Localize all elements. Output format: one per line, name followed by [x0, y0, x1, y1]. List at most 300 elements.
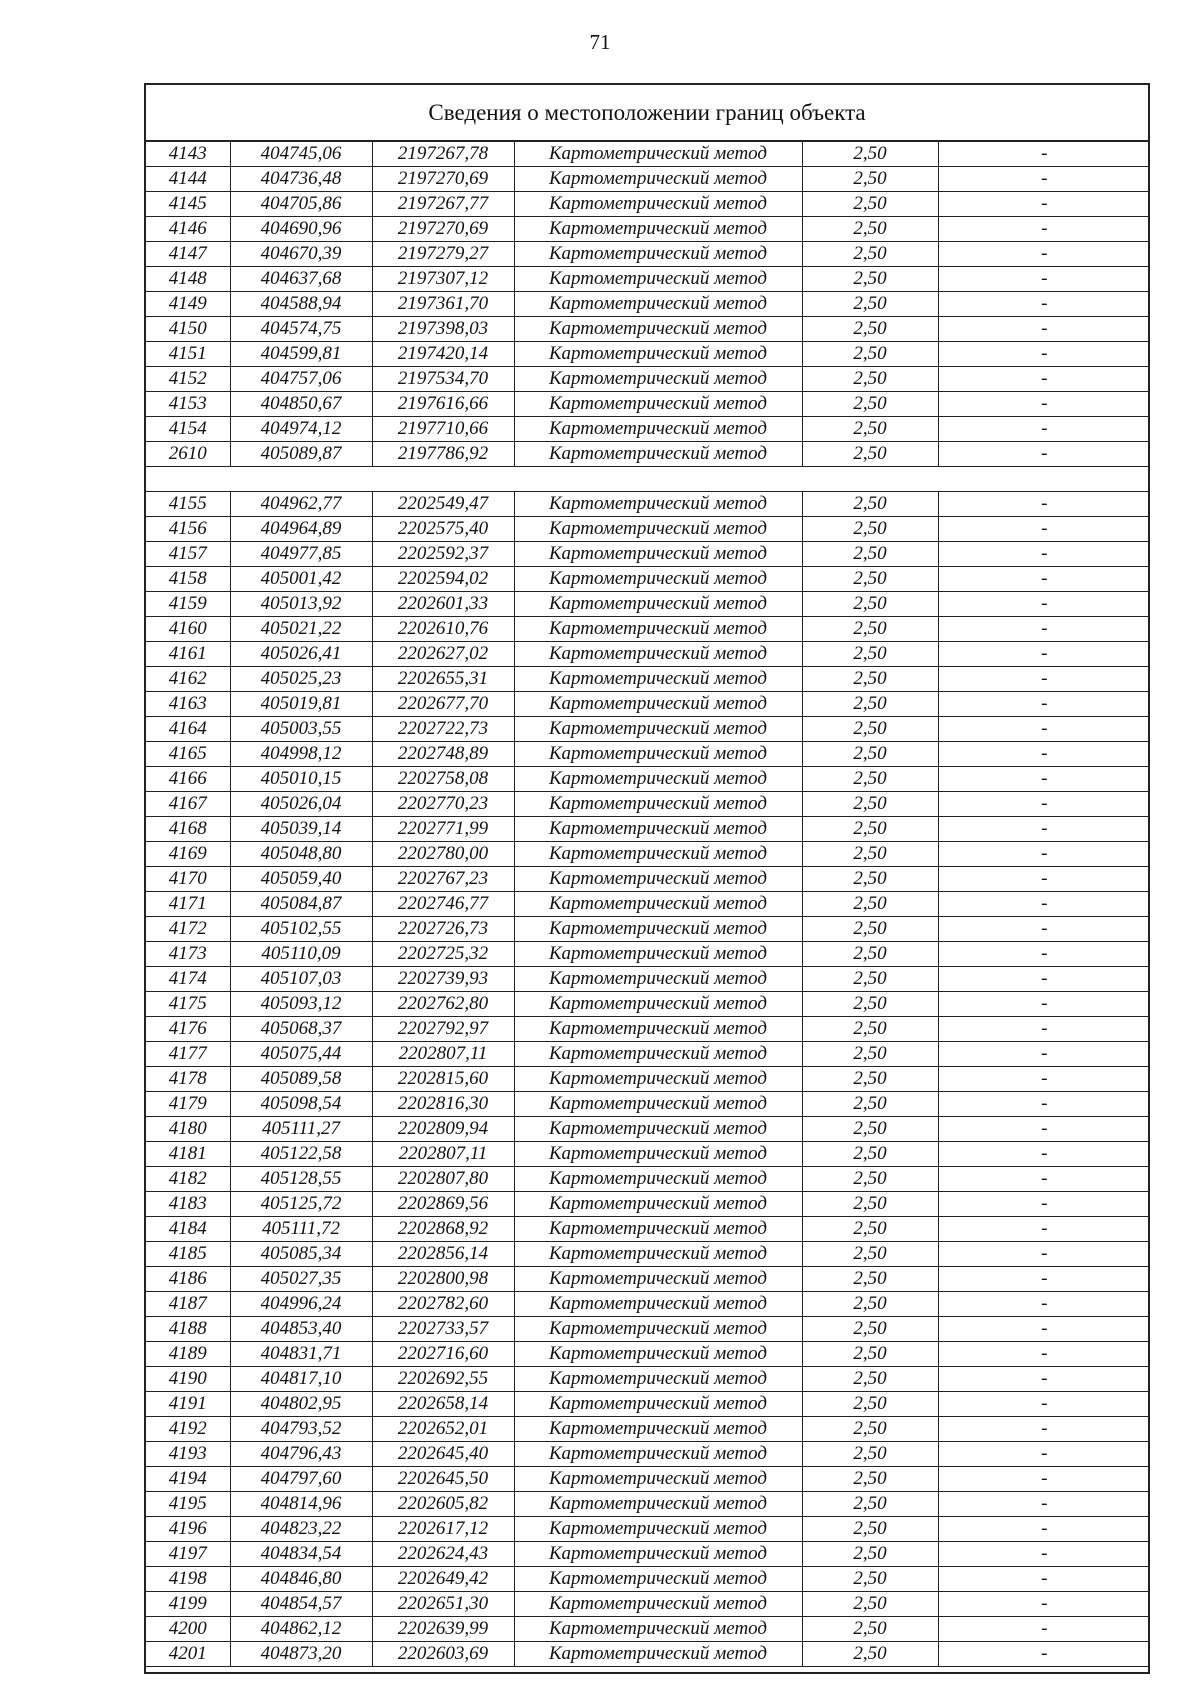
- x-coordinate-cell: 404793,52: [230, 1417, 372, 1442]
- y-coordinate-cell: 2202726,73: [372, 917, 514, 942]
- y-coordinate-cell: 2197616,66: [372, 392, 514, 417]
- point-number-cell: 4176: [146, 1017, 230, 1042]
- table-row: [146, 1242, 1150, 1267]
- method-cell: Картометрический метод: [514, 867, 802, 892]
- description-cell: -: [938, 1117, 1150, 1142]
- description-cell: -: [938, 642, 1150, 667]
- x-coordinate-cell: 404996,24: [230, 1292, 372, 1317]
- x-coordinate-cell: 405102,55: [230, 917, 372, 942]
- description-cell: -: [938, 742, 1150, 767]
- accuracy-cell: 2,50: [802, 392, 938, 417]
- method-cell: Картометрический метод: [514, 1217, 802, 1242]
- point-number-cell: 4178: [146, 1067, 230, 1092]
- method-cell: Картометрический метод: [514, 317, 802, 342]
- method-cell: Картометрический метод: [514, 817, 802, 842]
- method-cell: Картометрический метод: [514, 367, 802, 392]
- description-cell: -: [938, 1567, 1150, 1592]
- accuracy-cell: 2,50: [802, 1592, 938, 1617]
- point-number-cell: 4162: [146, 667, 230, 692]
- y-coordinate-cell: 2202645,40: [372, 1442, 514, 1467]
- method-cell: Картометрический метод: [514, 1392, 802, 1417]
- accuracy-cell: 2,50: [802, 1167, 938, 1192]
- method-cell: Картометрический метод: [514, 1642, 802, 1667]
- y-coordinate-cell: 2197710,66: [372, 417, 514, 442]
- method-cell: Картометрический метод: [514, 1417, 802, 1442]
- accuracy-cell: 2,50: [802, 1317, 938, 1342]
- description-cell: -: [938, 517, 1150, 542]
- x-coordinate-cell: 405021,22: [230, 617, 372, 642]
- y-coordinate-cell: 2202739,93: [372, 967, 514, 992]
- description-cell: -: [938, 267, 1150, 292]
- point-number-cell: 4195: [146, 1492, 230, 1517]
- method-cell: Картометрический метод: [514, 517, 802, 542]
- table-row: [146, 417, 1150, 442]
- y-coordinate-cell: 2202782,60: [372, 1292, 514, 1317]
- table-row: [146, 1642, 1150, 1667]
- coordinates-table: [146, 142, 1150, 1667]
- description-cell: -: [938, 967, 1150, 992]
- table-row: [146, 517, 1150, 542]
- point-number-cell: 4192: [146, 1417, 230, 1442]
- point-number-cell: 4189: [146, 1342, 230, 1367]
- description-cell: -: [938, 217, 1150, 242]
- point-number-cell: 4159: [146, 592, 230, 617]
- x-coordinate-cell: 404802,95: [230, 1392, 372, 1417]
- x-coordinate-cell: 404834,54: [230, 1542, 372, 1567]
- x-coordinate-cell: 405039,14: [230, 817, 372, 842]
- method-cell: Картометрический метод: [514, 642, 802, 667]
- y-coordinate-cell: 2202746,77: [372, 892, 514, 917]
- x-coordinate-cell: 405048,80: [230, 842, 372, 867]
- method-cell: Картометрический метод: [514, 892, 802, 917]
- point-number-cell: 4149: [146, 292, 230, 317]
- x-coordinate-cell: 405075,44: [230, 1042, 372, 1067]
- y-coordinate-cell: 2197361,70: [372, 292, 514, 317]
- table-row: [146, 442, 1150, 467]
- point-number-cell: 4175: [146, 992, 230, 1017]
- y-coordinate-cell: 2197267,77: [372, 192, 514, 217]
- method-cell: Картометрический метод: [514, 1367, 802, 1392]
- description-cell: -: [938, 1517, 1150, 1542]
- y-coordinate-cell: 2197307,12: [372, 267, 514, 292]
- point-number-cell: 4152: [146, 367, 230, 392]
- accuracy-cell: 2,50: [802, 767, 938, 792]
- x-coordinate-cell: 404831,71: [230, 1342, 372, 1367]
- table-row: [146, 567, 1150, 592]
- method-cell: Картометрический метод: [514, 917, 802, 942]
- description-cell: -: [938, 767, 1150, 792]
- x-coordinate-cell: 405068,37: [230, 1017, 372, 1042]
- point-number-cell: 4167: [146, 792, 230, 817]
- method-cell: Картометрический метод: [514, 267, 802, 292]
- point-number-cell: 4183: [146, 1192, 230, 1217]
- x-coordinate-cell: 405128,55: [230, 1167, 372, 1192]
- accuracy-cell: 2,50: [802, 1292, 938, 1317]
- y-coordinate-cell: 2202722,73: [372, 717, 514, 742]
- point-number-cell: 4150: [146, 317, 230, 342]
- y-coordinate-cell: 2202594,02: [372, 567, 514, 592]
- point-number-cell: 4151: [146, 342, 230, 367]
- description-cell: -: [938, 242, 1150, 267]
- description-cell: -: [938, 992, 1150, 1017]
- description-cell: -: [938, 167, 1150, 192]
- table-row: [146, 142, 1150, 167]
- table-row: [146, 842, 1150, 867]
- description-cell: -: [938, 1467, 1150, 1492]
- description-cell: -: [938, 392, 1150, 417]
- table-row: [146, 1492, 1150, 1517]
- y-coordinate-cell: 2197420,14: [372, 342, 514, 367]
- point-number-cell: 4181: [146, 1142, 230, 1167]
- y-coordinate-cell: 2202649,42: [372, 1567, 514, 1592]
- description-cell: -: [938, 1017, 1150, 1042]
- point-number-cell: 4171: [146, 892, 230, 917]
- description-cell: -: [938, 667, 1150, 692]
- x-coordinate-cell: 405089,58: [230, 1067, 372, 1092]
- description-cell: -: [938, 492, 1150, 517]
- accuracy-cell: 2,50: [802, 1442, 938, 1467]
- accuracy-cell: 2,50: [802, 792, 938, 817]
- accuracy-cell: 2,50: [802, 1492, 938, 1517]
- method-cell: Картометрический метод: [514, 617, 802, 642]
- table-row: [146, 942, 1150, 967]
- description-cell: -: [938, 1092, 1150, 1117]
- description-cell: -: [938, 317, 1150, 342]
- y-coordinate-cell: 2202549,47: [372, 492, 514, 517]
- description-cell: -: [938, 1492, 1150, 1517]
- x-coordinate-cell: 405027,35: [230, 1267, 372, 1292]
- method-cell: Картометрический метод: [514, 167, 802, 192]
- accuracy-cell: 2,50: [802, 617, 938, 642]
- table-row: [146, 1567, 1150, 1592]
- point-number-cell: 4187: [146, 1292, 230, 1317]
- table-row: [146, 1017, 1150, 1042]
- x-coordinate-cell: 405111,72: [230, 1217, 372, 1242]
- table-row: [146, 1067, 1150, 1092]
- accuracy-cell: 2,50: [802, 1067, 938, 1092]
- point-number-cell: 4184: [146, 1217, 230, 1242]
- accuracy-cell: 2,50: [802, 1017, 938, 1042]
- accuracy-cell: 2,50: [802, 1192, 938, 1217]
- method-cell: Картометрический метод: [514, 792, 802, 817]
- method-cell: Картометрический метод: [514, 1517, 802, 1542]
- point-number-cell: 4155: [146, 492, 230, 517]
- y-coordinate-cell: 2197270,69: [372, 167, 514, 192]
- method-cell: Картометрический метод: [514, 442, 802, 467]
- y-coordinate-cell: 2197270,69: [372, 217, 514, 242]
- point-number-cell: 4170: [146, 867, 230, 892]
- accuracy-cell: 2,50: [802, 542, 938, 567]
- point-number-cell: 4156: [146, 517, 230, 542]
- description-cell: -: [938, 942, 1150, 967]
- x-coordinate-cell: 405001,42: [230, 567, 372, 592]
- accuracy-cell: 2,50: [802, 717, 938, 742]
- accuracy-cell: 2,50: [802, 342, 938, 367]
- table-row: [146, 1592, 1150, 1617]
- method-cell: Картометрический метод: [514, 1242, 802, 1267]
- description-cell: -: [938, 817, 1150, 842]
- point-number-cell: 4160: [146, 617, 230, 642]
- description-cell: -: [938, 1242, 1150, 1267]
- description-cell: -: [938, 867, 1150, 892]
- accuracy-cell: 2,50: [802, 1242, 938, 1267]
- y-coordinate-cell: 2202770,23: [372, 792, 514, 817]
- x-coordinate-cell: 404846,80: [230, 1567, 372, 1592]
- method-cell: Картометрический метод: [514, 1042, 802, 1067]
- description-cell: -: [938, 567, 1150, 592]
- y-coordinate-cell: 2202716,60: [372, 1342, 514, 1367]
- point-number-cell: 4182: [146, 1167, 230, 1192]
- description-cell: -: [938, 542, 1150, 567]
- description-cell: -: [938, 842, 1150, 867]
- method-cell: Картометрический метод: [514, 717, 802, 742]
- x-coordinate-cell: 405111,27: [230, 1117, 372, 1142]
- description-cell: -: [938, 367, 1150, 392]
- table-row: [146, 392, 1150, 417]
- method-cell: Картометрический метод: [514, 1467, 802, 1492]
- x-coordinate-cell: 405098,54: [230, 1092, 372, 1117]
- table-row: [146, 192, 1150, 217]
- x-coordinate-cell: 405084,87: [230, 892, 372, 917]
- method-cell: Картометрический метод: [514, 1592, 802, 1617]
- x-coordinate-cell: 404873,20: [230, 1642, 372, 1667]
- accuracy-cell: 2,50: [802, 1417, 938, 1442]
- method-cell: Картометрический метод: [514, 1617, 802, 1642]
- description-cell: -: [938, 917, 1150, 942]
- description-cell: -: [938, 1317, 1150, 1342]
- description-cell: -: [938, 1542, 1150, 1567]
- x-coordinate-cell: 404736,48: [230, 167, 372, 192]
- table-row: [146, 892, 1150, 917]
- table-row: [146, 492, 1150, 517]
- table-row: [146, 1542, 1150, 1567]
- table-row: [146, 1367, 1150, 1392]
- accuracy-cell: 2,50: [802, 1392, 938, 1417]
- x-coordinate-cell: 405019,81: [230, 692, 372, 717]
- method-cell: Картометрический метод: [514, 292, 802, 317]
- point-number-cell: 4163: [146, 692, 230, 717]
- y-coordinate-cell: 2202639,99: [372, 1617, 514, 1642]
- accuracy-cell: 2,50: [802, 1467, 938, 1492]
- method-cell: Картометрический метод: [514, 242, 802, 267]
- table-row: [146, 792, 1150, 817]
- y-coordinate-cell: 2202807,11: [372, 1042, 514, 1067]
- point-number-cell: 4196: [146, 1517, 230, 1542]
- method-cell: Картометрический метод: [514, 1292, 802, 1317]
- accuracy-cell: 2,50: [802, 867, 938, 892]
- y-coordinate-cell: 2197786,92: [372, 442, 514, 467]
- table-row: [146, 642, 1150, 667]
- x-coordinate-cell: 404854,57: [230, 1592, 372, 1617]
- method-cell: Картометрический метод: [514, 1267, 802, 1292]
- method-cell: Картометрический метод: [514, 1167, 802, 1192]
- accuracy-cell: 2,50: [802, 842, 938, 867]
- point-number-cell: 4179: [146, 1092, 230, 1117]
- method-cell: Картометрический метод: [514, 142, 802, 167]
- accuracy-cell: 2,50: [802, 492, 938, 517]
- table-row: [146, 1417, 1150, 1442]
- method-cell: Картометрический метод: [514, 942, 802, 967]
- x-coordinate-cell: 404974,12: [230, 417, 372, 442]
- y-coordinate-cell: 2202655,31: [372, 667, 514, 692]
- y-coordinate-cell: 2202651,30: [372, 1592, 514, 1617]
- description-cell: -: [938, 717, 1150, 742]
- method-cell: Картометрический метод: [514, 592, 802, 617]
- method-cell: Картометрический метод: [514, 1442, 802, 1467]
- point-number-cell: 4194: [146, 1467, 230, 1492]
- point-number-cell: 4153: [146, 392, 230, 417]
- description-cell: -: [938, 1417, 1150, 1442]
- point-number-cell: 4199: [146, 1592, 230, 1617]
- description-cell: -: [938, 692, 1150, 717]
- point-number-cell: 4188: [146, 1317, 230, 1342]
- description-cell: -: [938, 1217, 1150, 1242]
- description-cell: -: [938, 1367, 1150, 1392]
- x-coordinate-cell: 404814,96: [230, 1492, 372, 1517]
- y-coordinate-cell: 2202807,80: [372, 1167, 514, 1192]
- accuracy-cell: 2,50: [802, 1542, 938, 1567]
- y-coordinate-cell: 2202771,99: [372, 817, 514, 842]
- point-number-cell: 4148: [146, 267, 230, 292]
- x-coordinate-cell: 404796,43: [230, 1442, 372, 1467]
- description-cell: -: [938, 292, 1150, 317]
- table-row: [146, 1292, 1150, 1317]
- y-coordinate-cell: 2202617,12: [372, 1517, 514, 1542]
- table-row: [146, 242, 1150, 267]
- table-row: [146, 717, 1150, 742]
- table-row: [146, 542, 1150, 567]
- table-row: [146, 742, 1150, 767]
- table-row: [146, 867, 1150, 892]
- accuracy-cell: 2,50: [802, 967, 938, 992]
- point-number-cell: 4201: [146, 1642, 230, 1667]
- x-coordinate-cell: 404964,89: [230, 517, 372, 542]
- x-coordinate-cell: 404962,77: [230, 492, 372, 517]
- x-coordinate-cell: 405003,55: [230, 717, 372, 742]
- boundary-table-sheet: [144, 83, 1150, 1674]
- point-number-cell: 4145: [146, 192, 230, 217]
- table-row: [146, 1192, 1150, 1217]
- point-number-cell: 4173: [146, 942, 230, 967]
- y-coordinate-cell: 2202758,08: [372, 767, 514, 792]
- description-cell: -: [938, 1642, 1150, 1667]
- point-number-cell: 4146: [146, 217, 230, 242]
- method-cell: Картометрический метод: [514, 1192, 802, 1217]
- point-number-cell: 4147: [146, 242, 230, 267]
- point-number-cell: 4164: [146, 717, 230, 742]
- description-cell: -: [938, 192, 1150, 217]
- x-coordinate-cell: 405089,87: [230, 442, 372, 467]
- table-row: [146, 1617, 1150, 1642]
- table-row: [146, 267, 1150, 292]
- x-coordinate-cell: 405025,23: [230, 667, 372, 692]
- accuracy-cell: 2,50: [802, 192, 938, 217]
- point-number-cell: 4177: [146, 1042, 230, 1067]
- accuracy-cell: 2,50: [802, 417, 938, 442]
- accuracy-cell: 2,50: [802, 1567, 938, 1592]
- y-coordinate-cell: 2202601,33: [372, 592, 514, 617]
- description-cell: -: [938, 142, 1150, 167]
- accuracy-cell: 2,50: [802, 1267, 938, 1292]
- y-coordinate-cell: 2202677,70: [372, 692, 514, 717]
- table-row: [146, 992, 1150, 1017]
- y-coordinate-cell: 2197267,78: [372, 142, 514, 167]
- table-row: [146, 1267, 1150, 1292]
- point-number-cell: 4154: [146, 417, 230, 442]
- accuracy-cell: 2,50: [802, 1642, 938, 1667]
- accuracy-cell: 2,50: [802, 667, 938, 692]
- x-coordinate-cell: 405122,58: [230, 1142, 372, 1167]
- y-coordinate-cell: 2202575,40: [372, 517, 514, 542]
- method-cell: Картометрический метод: [514, 567, 802, 592]
- accuracy-cell: 2,50: [802, 1092, 938, 1117]
- method-cell: Картометрический метод: [514, 342, 802, 367]
- accuracy-cell: 2,50: [802, 1342, 938, 1367]
- accuracy-cell: 2,50: [802, 1617, 938, 1642]
- table-row: [146, 367, 1150, 392]
- point-number-cell: 4191: [146, 1392, 230, 1417]
- x-coordinate-cell: 405026,41: [230, 642, 372, 667]
- method-cell: Картометрический метод: [514, 542, 802, 567]
- method-cell: Картометрический метод: [514, 1017, 802, 1042]
- x-coordinate-cell: 405010,15: [230, 767, 372, 792]
- accuracy-cell: 2,50: [802, 1142, 938, 1167]
- y-coordinate-cell: 2202856,14: [372, 1242, 514, 1267]
- method-cell: Картометрический метод: [514, 392, 802, 417]
- point-number-cell: 4190: [146, 1367, 230, 1392]
- method-cell: Картометрический метод: [514, 1067, 802, 1092]
- method-cell: Картометрический метод: [514, 742, 802, 767]
- description-cell: -: [938, 1592, 1150, 1617]
- x-coordinate-cell: 404705,86: [230, 192, 372, 217]
- description-cell: -: [938, 892, 1150, 917]
- method-cell: Картометрический метод: [514, 192, 802, 217]
- y-coordinate-cell: 2202733,57: [372, 1317, 514, 1342]
- x-coordinate-cell: 404690,96: [230, 217, 372, 242]
- description-cell: -: [938, 792, 1150, 817]
- point-number-cell: 4172: [146, 917, 230, 942]
- y-coordinate-cell: 2202592,37: [372, 542, 514, 567]
- table-row: [146, 1392, 1150, 1417]
- y-coordinate-cell: 2197279,27: [372, 242, 514, 267]
- x-coordinate-cell: 404977,85: [230, 542, 372, 567]
- y-coordinate-cell: 2202658,14: [372, 1392, 514, 1417]
- description-cell: -: [938, 1442, 1150, 1467]
- accuracy-cell: 2,50: [802, 742, 938, 767]
- accuracy-cell: 2,50: [802, 1517, 938, 1542]
- y-coordinate-cell: 2197398,03: [372, 317, 514, 342]
- table-row: [146, 167, 1150, 192]
- accuracy-cell: 2,50: [802, 442, 938, 467]
- description-cell: -: [938, 1067, 1150, 1092]
- x-coordinate-cell: 405059,40: [230, 867, 372, 892]
- description-cell: -: [938, 442, 1150, 467]
- accuracy-cell: 2,50: [802, 267, 938, 292]
- point-number-cell: 4180: [146, 1117, 230, 1142]
- accuracy-cell: 2,50: [802, 992, 938, 1017]
- method-cell: Картометрический метод: [514, 217, 802, 242]
- table-row: [146, 692, 1150, 717]
- y-coordinate-cell: 2202652,01: [372, 1417, 514, 1442]
- accuracy-cell: 2,50: [802, 1367, 938, 1392]
- method-cell: Картометрический метод: [514, 1092, 802, 1117]
- x-coordinate-cell: 404637,68: [230, 267, 372, 292]
- point-number-cell: 4193: [146, 1442, 230, 1467]
- y-coordinate-cell: 2202767,23: [372, 867, 514, 892]
- method-cell: Картометрический метод: [514, 1492, 802, 1517]
- x-coordinate-cell: 404588,94: [230, 292, 372, 317]
- x-coordinate-cell: 405085,34: [230, 1242, 372, 1267]
